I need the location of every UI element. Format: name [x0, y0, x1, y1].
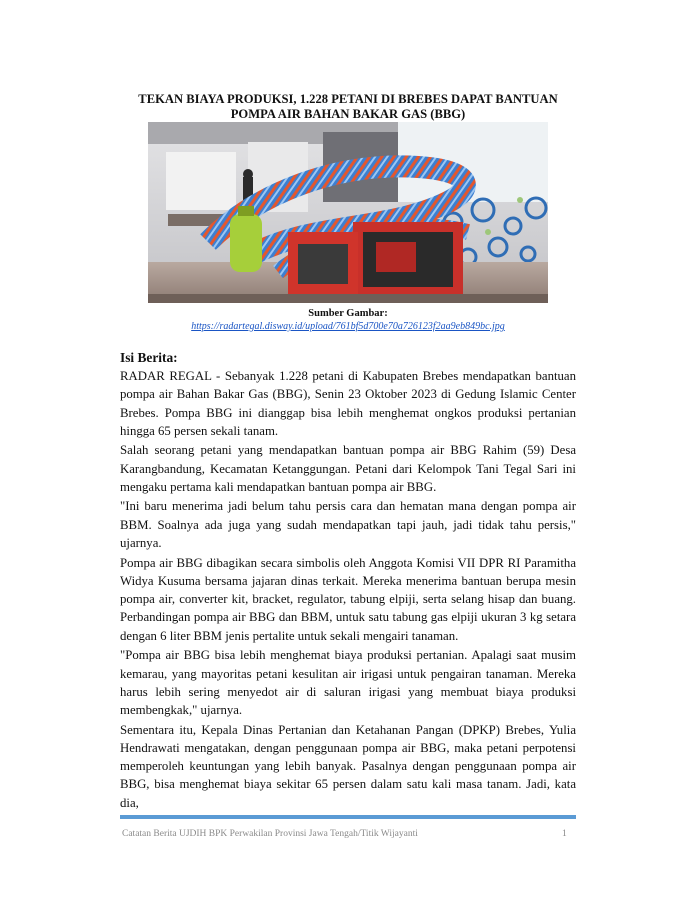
article-paragraph: RADAR REGAL - Sebanyak 1.228 petani di Kabupaten Brebes mendapatkan bantuan pompa air Bahan Bakar Gas (BBG), Senin 23 Oktober 2023 di Gedung Islamic Center Brebes. Pompa BBG ini dianggap bisa lebih menghemat ongkos produksi pertanian hingga 65 persen sekali tanam. [120, 369, 576, 438]
article-paragraph: Salah seorang petani yang mendapatkan bantuan pompa air BBG Rahim (59) Desa Karangbandung, Kecamatan Ketanggungan. Petani dari Kelompok Tani Tegal Sari ini mengaku pertama kali mendapatkan bantuan pompa air BBG. [120, 443, 576, 494]
image-source-label: Sumber Gambar: [308, 308, 388, 319]
article-paragraph: "Pompa air BBG bisa lebih menghemat biaya produksi pertanian. Apalagi saat musim kemarau, yang mayoritas petani kesulitan air irigasi untuk pengairan tanaman. Mereka harus lebih sering menyedot air di saluran irigasi yang membuat biaya produksi membengkak," ujarnya. [120, 648, 576, 718]
article-title: TEKAN BIAYA PRODUKSI, 1.228 PETANI DI BREBES DAPAT BANTUAN POMPA AIR BAHAN BAKAR GAS (BBG) [138, 92, 558, 121]
footer-text: Catatan Berita UJDIH BPK Perwakilan Provinsi Jawa Tengah/Titik Wijayanti [122, 829, 418, 839]
article-paragraph: "Ini baru menerima jadi belum tahu persis cara dan hematan mana dengan pompa air BBM. Soalnya ada juga yang sudah mendapatkan tapi jauh, jadi tidak tahu persis," ujarnya. [120, 499, 576, 551]
section-heading: Isi Berita: [120, 350, 178, 365]
footer-rule [120, 815, 576, 819]
article-body [120, 367, 576, 813]
article-photo [148, 122, 548, 303]
article-paragraph: Sementara itu, Kepala Dinas Pertanian dan Ketahanan Pangan (DPKP) Brebes, Yulia Hendrawati mengatakan, dengan penggunaan pompa air BBG, maka petani perpotensi memperoleh keuntungan yang lebih banyak. Pasalnya dengan penggunaan pompa air BBG, bisa menghemat biaya sekitar 65 persen dalam satu kali masa tanam. Jadi, kata dia, [120, 722, 576, 810]
image-source-link[interactable]: https://radartegal.disway.id/upload/761bf5d700e70a726123f2aa9eb849bc.jpg [191, 321, 505, 332]
article-paragraph: Pompa air BBG dibagikan secara simbolis oleh Anggota Komisi VII DPR RI Paramitha Widya Kusuma bersama jajaran dinas terkait. Mereka menerima bantuan berupa mesin pompa air, converter kit, bracket, regulator, tabung elpiji, serta selang hisap dan buang. Perbandingan pompa air BBG dan BBM, untuk satu tabung gas elpiji ukuran 3 kg setara dengan 6 liter BBM jenis pertalite untuk sekali mengairi tanaman. [120, 555, 576, 643]
photo-illustration [148, 122, 548, 303]
page-number: 1 [562, 829, 567, 839]
